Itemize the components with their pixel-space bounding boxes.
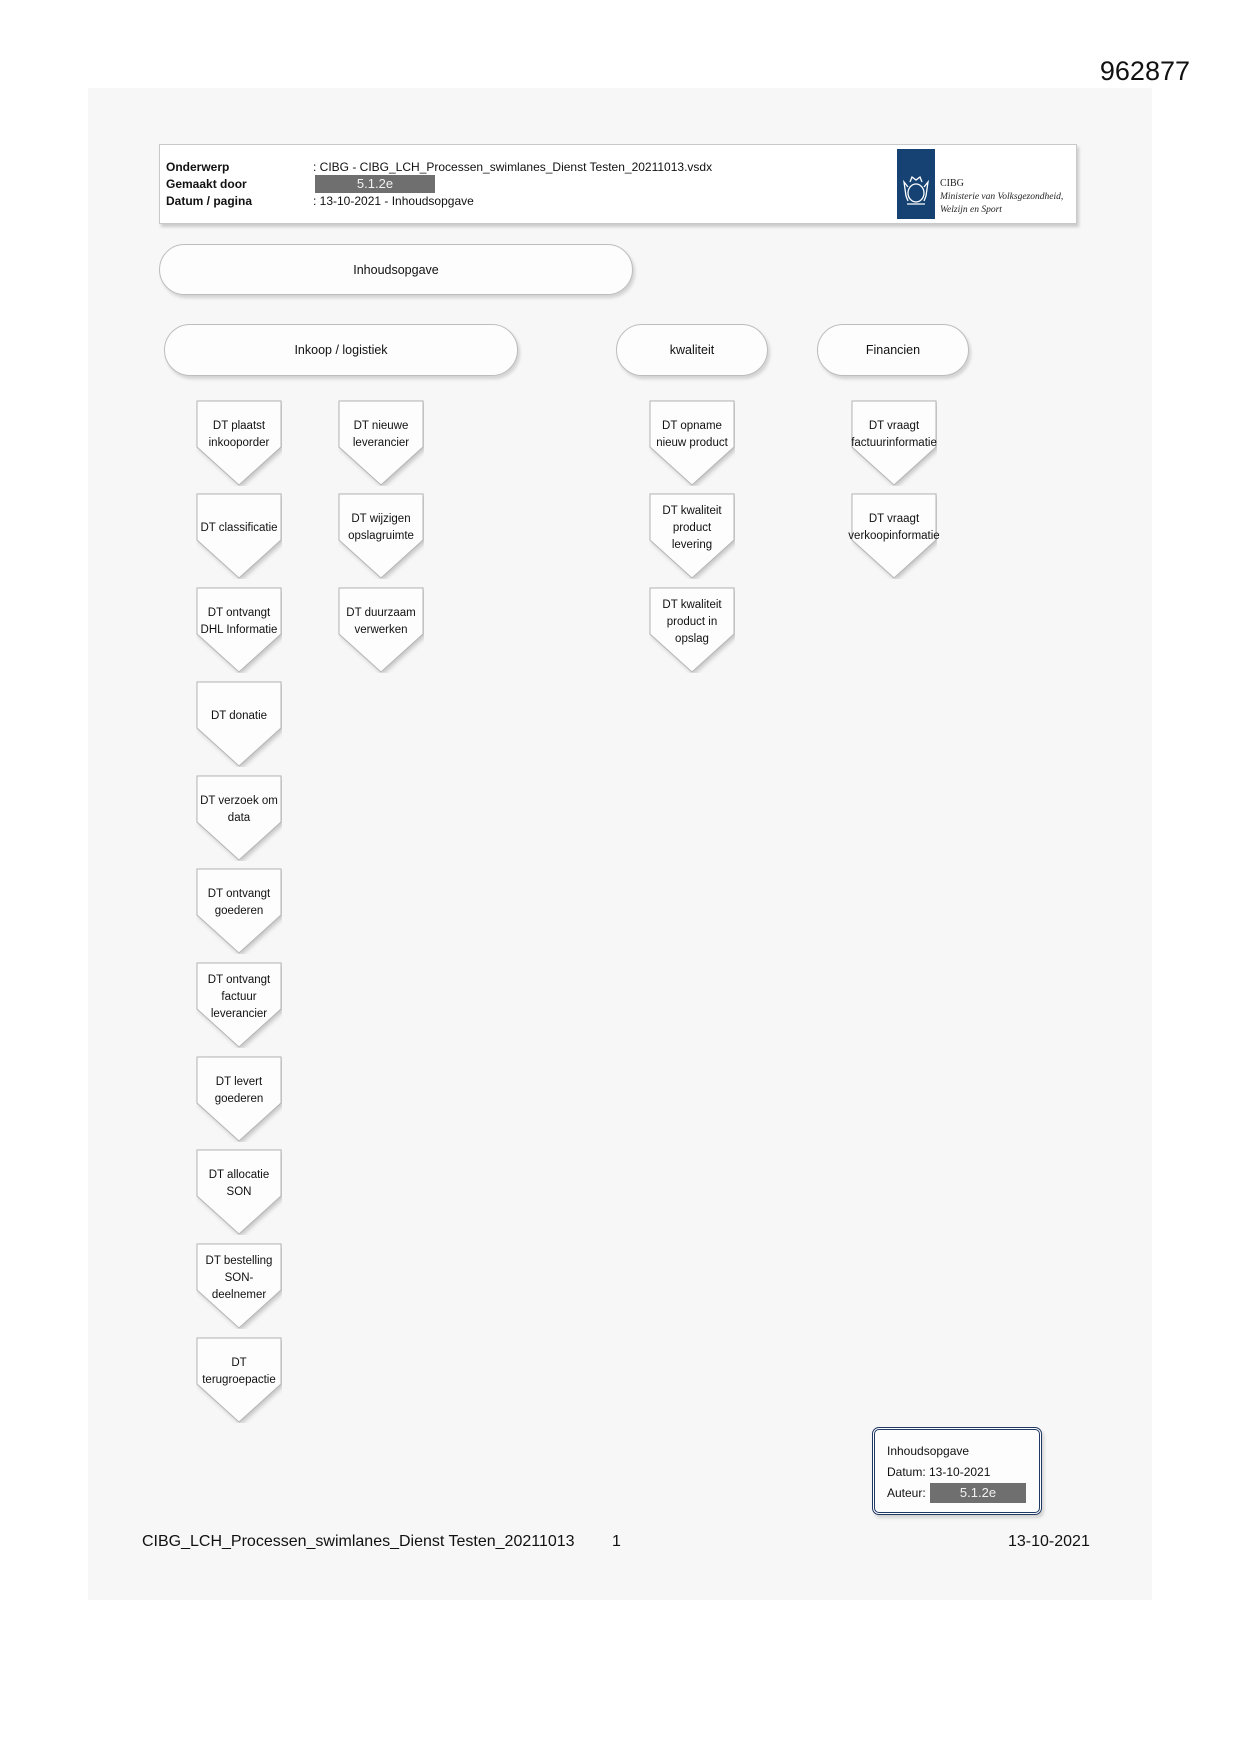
process-label: DT vraagt factuurinformatie	[851, 420, 937, 449]
process-label: DT vraagt verkoopinformatie	[848, 513, 940, 542]
process-shape	[649, 587, 735, 673]
date-page-value: : 13-10-2021 - Inhoudsopgave	[313, 194, 474, 208]
stamp-title: Inhoudsopgave	[887, 1444, 970, 1458]
stamp-author-label: Auteur:	[887, 1486, 926, 1500]
process-shape	[649, 400, 735, 486]
process-label: DT levert goederen	[214, 1076, 264, 1105]
lane-label: Financien	[865, 343, 921, 357]
process-label: DT ontvangt DHL Informatie	[200, 607, 278, 636]
process-shape	[338, 493, 424, 579]
process-shape	[196, 400, 282, 486]
process-label: DT terugroepactie	[202, 1357, 276, 1386]
process-shape	[196, 681, 282, 767]
document-number: 962877	[1099, 56, 1190, 86]
process-label: DT allocatie SON	[208, 1169, 270, 1198]
process-shape	[196, 1149, 282, 1235]
process-label: DT kwaliteit product in opslag	[662, 598, 722, 645]
process-label: DT bestelling SON-deelnemer	[205, 1254, 273, 1301]
date-page-label: Datum / pagina	[166, 194, 253, 208]
process-shape	[196, 1243, 282, 1329]
process-shape	[196, 1337, 282, 1423]
process-label: DT nieuwe leverancier	[352, 420, 410, 449]
process-label: DT ontvangt factuur leverancier	[207, 973, 271, 1020]
lane-header-kwaliteit	[616, 324, 768, 376]
lane-label: kwaliteit	[669, 343, 715, 357]
subject-label: Onderwerp	[166, 160, 230, 174]
process-shape	[196, 775, 282, 861]
logo-organisation: CIBG	[940, 178, 964, 189]
subject-value: : CIBG - CIBG_LCH_Processen_swimlanes_Dienst Testen_20211013.vsdx	[313, 160, 713, 174]
footer-date: 13-10-2021	[1008, 1533, 1090, 1550]
process-label: DT ontvangt goederen	[207, 888, 271, 917]
process-label: DT wijzigen opslagruimte	[348, 513, 414, 542]
stamp-date: Datum: 13-10-2021	[887, 1465, 991, 1479]
process-shape	[649, 493, 735, 579]
process-label: DT donatie	[210, 709, 268, 722]
process-shape	[851, 400, 937, 486]
process-shape	[196, 962, 282, 1048]
footer-page-number: 1	[612, 1533, 621, 1550]
process-shape	[848, 493, 940, 579]
made-by-redaction: 5.1.2e	[315, 175, 435, 193]
lane-header-inkoop	[164, 324, 518, 376]
process-shape	[338, 400, 424, 486]
process-label: DT plaatst inkooporder	[208, 420, 270, 449]
title-pill	[159, 244, 633, 295]
document-stamp	[872, 1427, 1042, 1515]
process-shape	[196, 587, 282, 673]
lane-label: Inkoop / logistiek	[294, 343, 388, 357]
process-shape	[338, 587, 424, 673]
process-label: DT opname nieuw product	[656, 420, 728, 449]
process-shape	[196, 1056, 282, 1142]
stamp-author-redaction: 5.1.2e	[930, 1483, 1026, 1503]
coat-of-arms-logo	[897, 149, 935, 219]
made-by-label: Gemaakt door	[166, 177, 247, 191]
process-label: DT classificatie	[200, 521, 278, 534]
header-box	[159, 144, 1077, 224]
process-label: DT kwaliteit product levering	[662, 504, 722, 551]
process-shape	[196, 493, 282, 579]
logo-ministry-name: Ministerie van Volksgezondheid, Welzijn en Sport	[940, 192, 1064, 215]
lane-header-financien	[817, 324, 969, 376]
process-shape	[196, 868, 282, 954]
footer-filename: CIBG_LCH_Processen_swimlanes_Dienst Testen_20211013	[142, 1533, 575, 1550]
title-label: Inhoudsopgave	[353, 262, 439, 277]
process-label: DT duurzaam verwerken	[346, 607, 416, 636]
process-label: DT verzoek om data	[200, 795, 278, 824]
